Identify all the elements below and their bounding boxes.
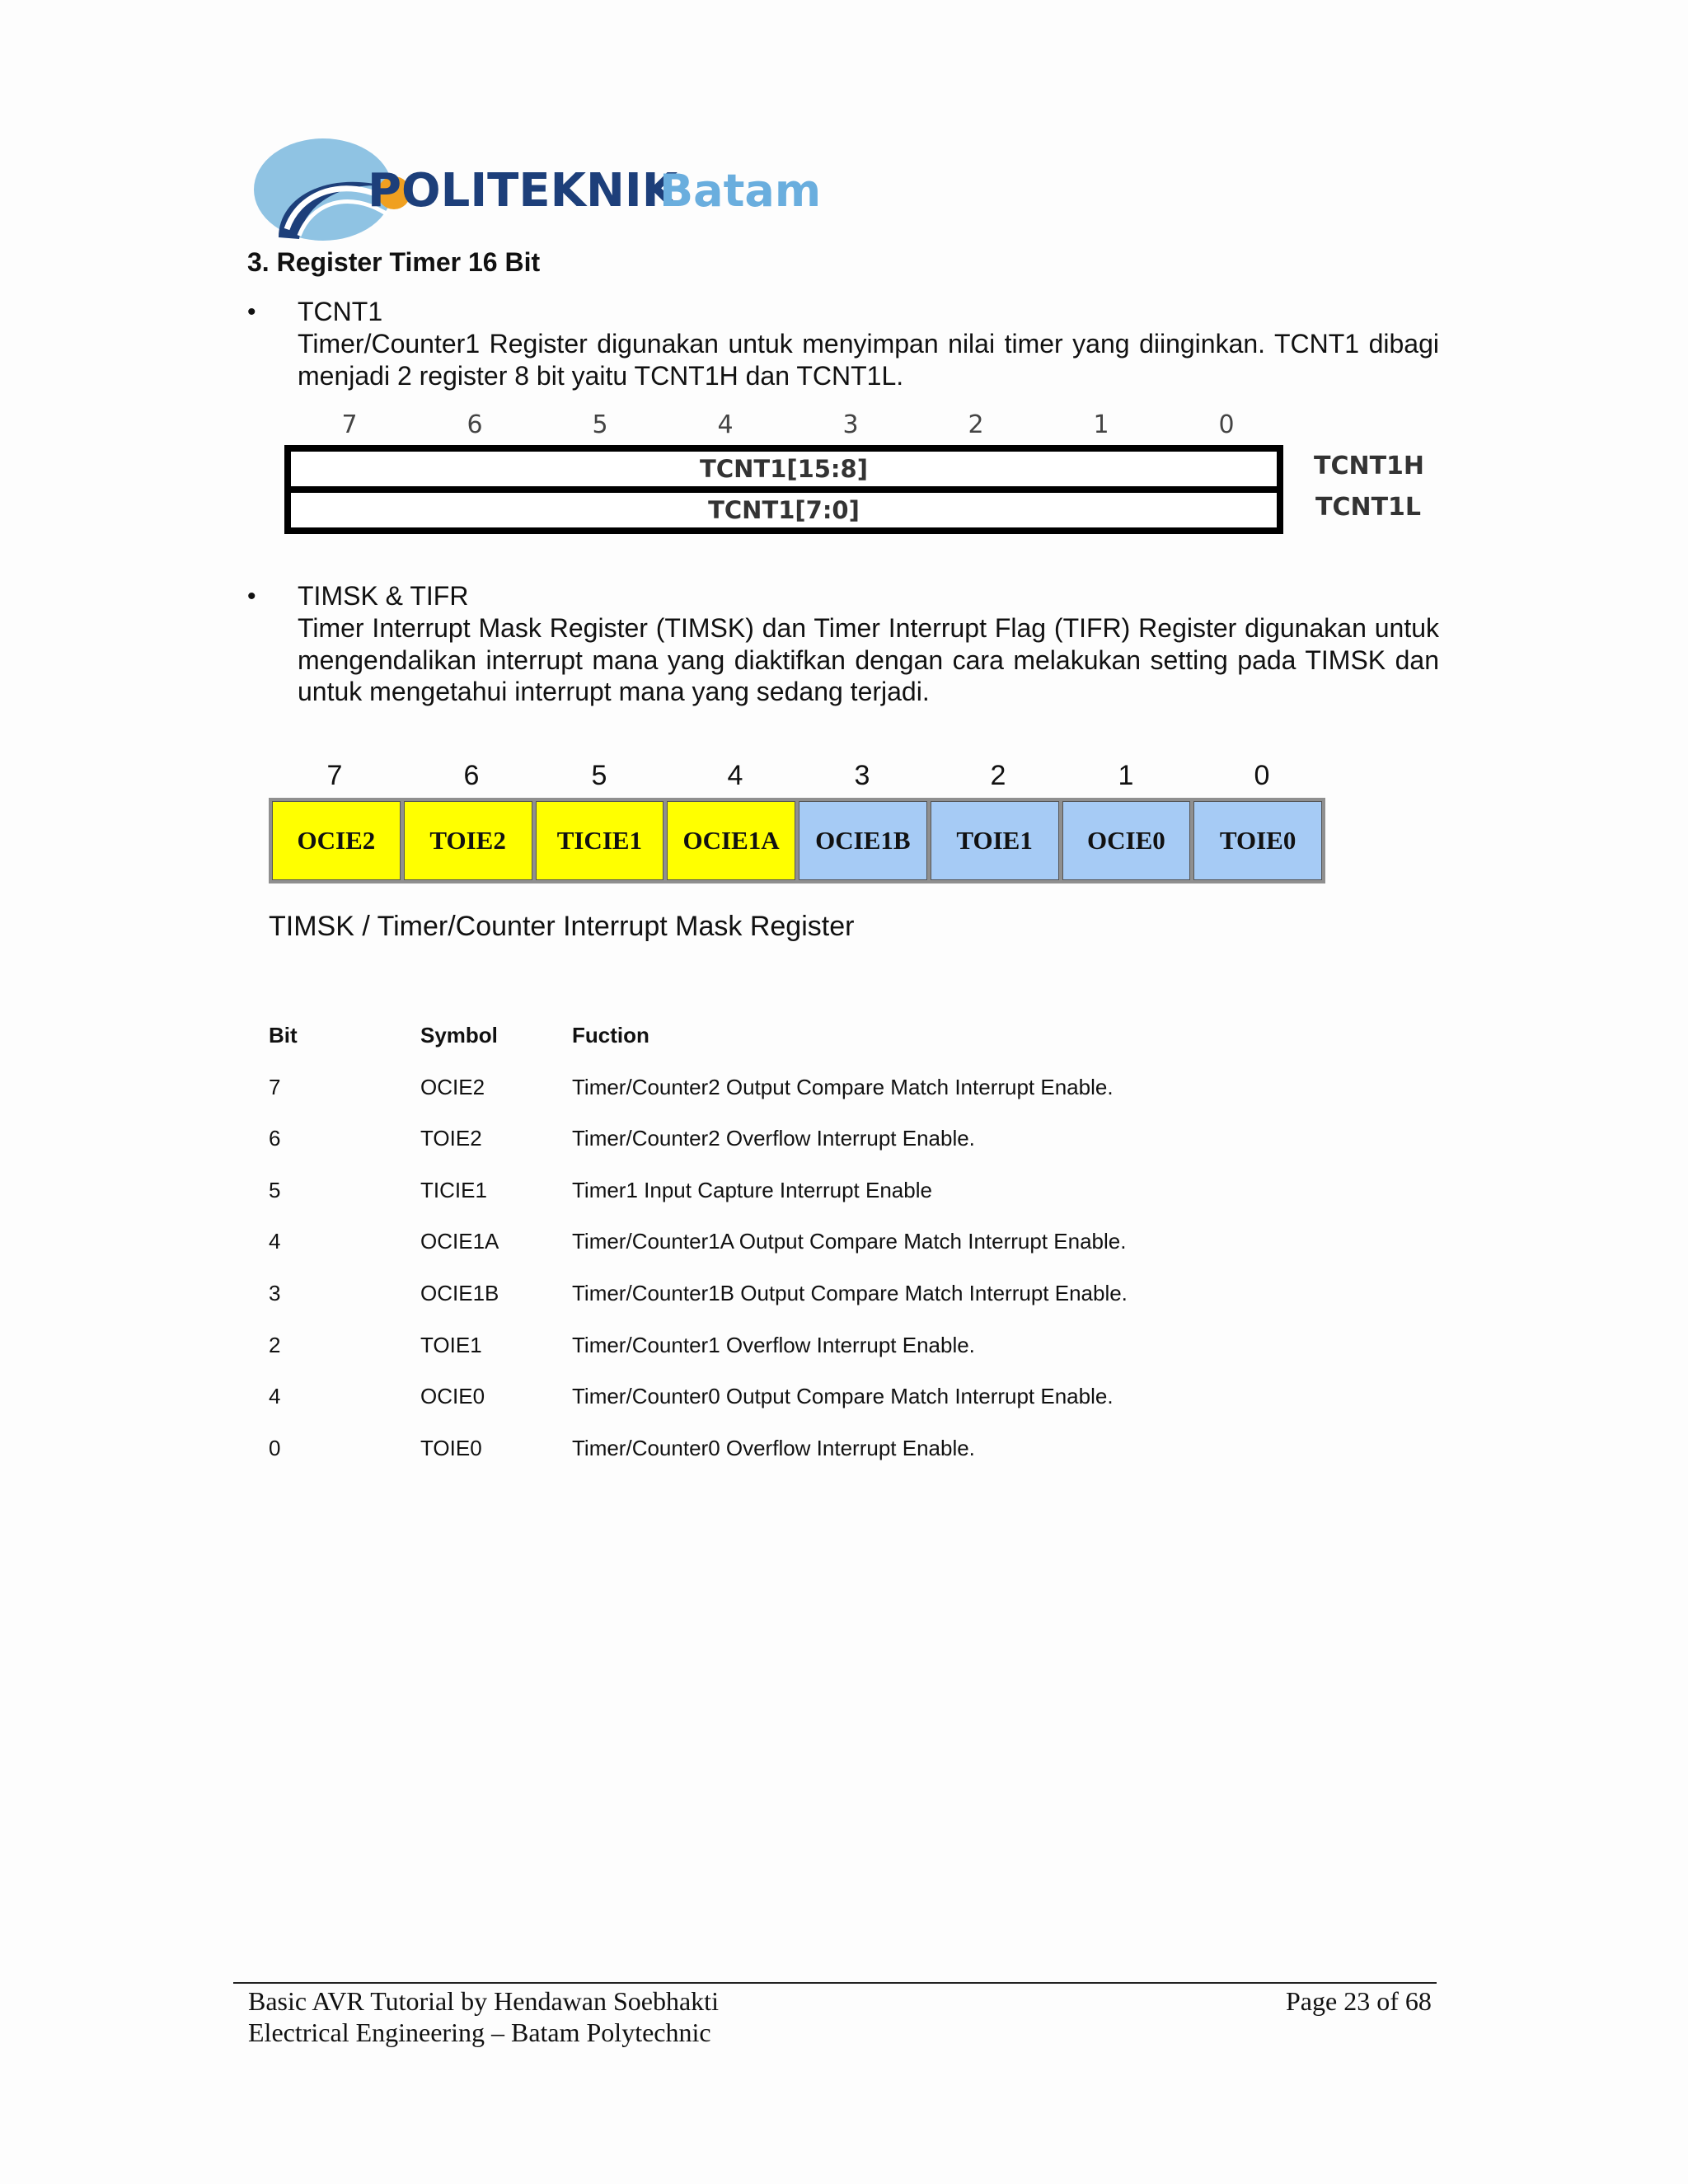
timsk-bit-label: 6 <box>463 760 480 791</box>
timsk-bit-label: 4 <box>727 760 743 791</box>
tcnt1-divider <box>291 486 1277 493</box>
table-cell-function: Timer/Counter2 Overflow Interrupt Enable. <box>572 1126 975 1151</box>
table-cell-bit: 3 <box>269 1281 281 1305</box>
timsk-register-row <box>269 798 1325 883</box>
timsk-cell-ocie1b: OCIE1B <box>799 801 927 880</box>
table-cell-function: Timer1 Input Capture Interrupt Enable <box>572 1178 932 1202</box>
tcnt1-bit-label: 4 <box>717 410 734 439</box>
table-cell-symbol: TOIE0 <box>420 1436 482 1460</box>
table-cell-symbol: TOIE1 <box>420 1333 482 1357</box>
bullet-dot: • <box>247 583 256 610</box>
table-cell-function: Timer/Counter1 Overflow Interrupt Enable. <box>572 1333 975 1357</box>
table-cell-symbol: OCIE1B <box>420 1281 499 1305</box>
tcnt1-bit-label: 5 <box>592 410 608 439</box>
timsk-cell-ocie1a: OCIE1A <box>667 801 795 880</box>
section-title: 3. Register Timer 16 Bit <box>247 247 541 277</box>
tcnt1-title: TCNT1 <box>298 297 383 326</box>
table-cell-symbol: TOIE2 <box>420 1126 482 1151</box>
tcnt1h-label: TCNT1H <box>1314 452 1425 480</box>
footer-line-1: Basic AVR Tutorial by Hendawan Soebhakti <box>248 1986 719 2016</box>
timsk-cell-ocie2: OCIE2 <box>272 801 401 880</box>
timsk-cell-ticie1: TICIE1 <box>536 801 664 880</box>
table-cell-bit: 4 <box>269 1229 281 1254</box>
politeknik-batam-logo <box>254 138 831 244</box>
table-header-symbol: Symbol <box>420 1023 498 1047</box>
table-cell-symbol: OCIE2 <box>420 1075 485 1099</box>
table-cell-symbol: OCIE1A <box>420 1229 499 1254</box>
table-header-function: Fuction <box>572 1023 649 1047</box>
logo-wordmark-a: POLITEKNIK <box>368 164 678 218</box>
timsk-cell-toie0: TOIE0 <box>1193 801 1322 880</box>
logo-wordmark-b: Batam <box>659 165 822 217</box>
timsk-cell-ocie0: OCIE0 <box>1062 801 1191 880</box>
table-cell-bit: 7 <box>269 1075 281 1099</box>
table-cell-function: Timer/Counter0 Output Compare Match Interrupt Enable. <box>572 1384 1114 1408</box>
tcnt1-bit-label: 6 <box>467 410 483 439</box>
tcnt1-bit-label: 7 <box>341 410 358 439</box>
tcnt1-high-content: TCNT1[15:8] <box>700 455 868 483</box>
footer-line-2: Electrical Engineering – Batam Polytechnic <box>248 2018 711 2047</box>
table-cell-function: Timer/Counter1B Output Compare Match Interrupt Enable. <box>572 1281 1128 1305</box>
table-cell-function: Timer/Counter2 Output Compare Match Interrupt Enable. <box>572 1075 1114 1099</box>
timsk-cell-toie1: TOIE1 <box>931 801 1059 880</box>
timsk-description: Timer Interrupt Mask Register (TIMSK) dan Timer Interrupt Flag (TIFR) Register digunakan untuk mengendalikan interrupt mana yang diaktifkan dengan cara melakukan setting pada TIMSK dan untuk mengetahui interrupt mana yang sedang terjadi. <box>298 613 1439 706</box>
timsk-caption: TIMSK / Timer/Counter Interrupt Mask Register <box>269 911 855 942</box>
tcnt1-bit-label: 0 <box>1218 410 1235 439</box>
tcnt1-low-content: TCNT1[7:0] <box>708 496 860 524</box>
timsk-bit-label: 7 <box>326 760 343 791</box>
timsk-bit-label: 5 <box>591 760 607 791</box>
table-cell-symbol: TICIE1 <box>420 1178 487 1202</box>
table-cell-bit: 4 <box>269 1384 281 1408</box>
timsk-bit-label: 2 <box>990 760 1006 791</box>
logo-swirl-icon <box>254 138 831 244</box>
table-cell-symbol: OCIE0 <box>420 1384 485 1408</box>
table-cell-bit: 5 <box>269 1178 281 1202</box>
footer-rule <box>233 1982 1437 1984</box>
timsk-bit-label: 3 <box>854 760 870 791</box>
table-cell-bit: 0 <box>269 1436 281 1460</box>
table-cell-bit: 2 <box>269 1333 281 1357</box>
timsk-bit-label: 0 <box>1254 760 1270 791</box>
tcnt1-bit-label: 3 <box>842 410 859 439</box>
timsk-title: TIMSK & TIFR <box>298 581 469 611</box>
table-header-bit: Bit <box>269 1023 298 1047</box>
timsk-cell-toie2: TOIE2 <box>404 801 532 880</box>
bullet-dot: • <box>247 298 256 326</box>
tcnt1-bit-label: 1 <box>1093 410 1109 439</box>
tcnt1l-label: TCNT1L <box>1315 493 1422 522</box>
table-cell-bit: 6 <box>269 1126 281 1151</box>
footer-page-number: Page 23 of 68 <box>1286 1986 1432 2016</box>
tcnt1-bit-label: 2 <box>968 410 984 439</box>
table-cell-function: Timer/Counter0 Overflow Interrupt Enable. <box>572 1436 975 1460</box>
timsk-bit-label: 1 <box>1118 760 1134 791</box>
table-cell-function: Timer/Counter1A Output Compare Match Interrupt Enable. <box>572 1229 1127 1254</box>
tcnt1-register-box <box>284 445 1283 534</box>
tcnt1-description: Timer/Counter1 Register digunakan untuk menyimpan nilai timer yang diinginkan. TCNT1 dibagi menjadi 2 register 8 bit yaitu TCNT1H dan TCNT1L. <box>298 329 1439 391</box>
